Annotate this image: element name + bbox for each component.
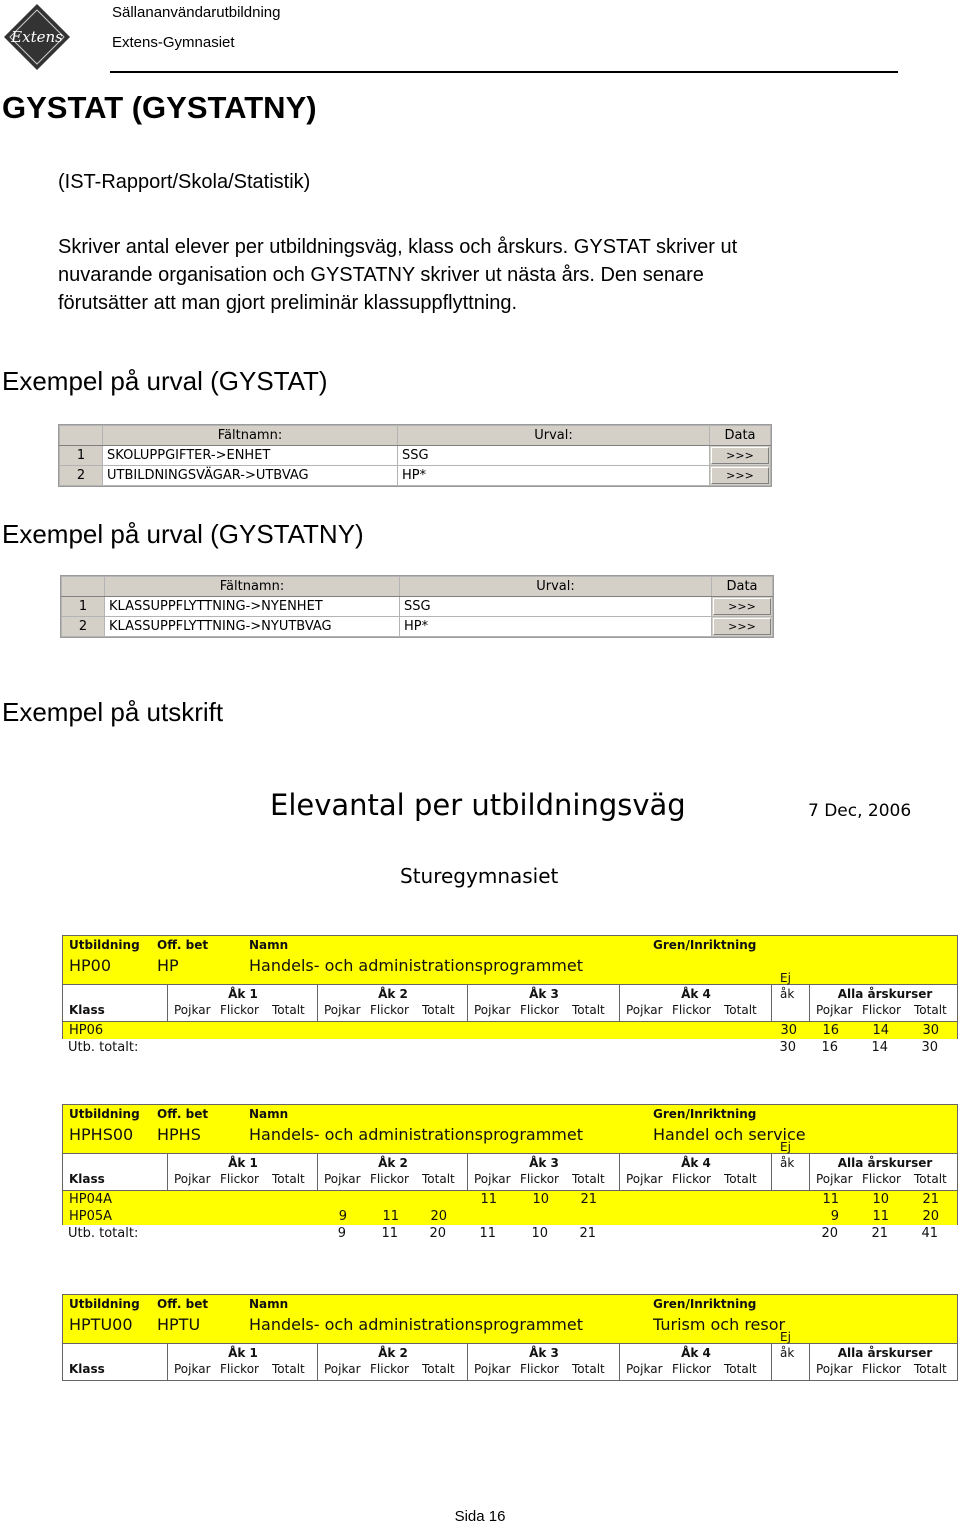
row-number: 2 [60,466,103,486]
column-header [62,1330,958,1381]
report-date: 7 Dec, 2006 [808,801,912,821]
program-band [62,1294,958,1344]
year-group-name: Åk 2 [378,1156,408,1170]
year-group-ej [771,1140,810,1190]
label-totalt: Totalt [422,1172,455,1186]
label-totalt: Totalt [724,1172,757,1186]
count-cell: 30 [922,1023,939,1038]
grid-row [60,466,771,486]
data-button[interactable]: >>> [713,598,771,615]
year-group-name: Åk 1 [228,1156,258,1170]
year-group-name: Åk 1 [228,987,258,1001]
count-cell: 30 [921,1040,938,1055]
grid-row [60,446,771,466]
year-group-ak4 [619,1344,772,1380]
label-flickor: Flickor [520,1172,559,1186]
selection-cell[interactable]: HP* [398,466,710,486]
field-name-cell[interactable]: SKOLUPPGIFTER->ENHET [103,446,398,466]
report-block [62,1104,958,1242]
selection-cell[interactable]: HP* [400,617,712,637]
class-name: HP04A [69,1192,113,1207]
row-number: 2 [62,617,105,637]
year-group-name: Alla årskurser [837,987,933,1001]
label-pojkar: Pojkar [626,1362,663,1376]
year-group-ej [771,971,810,1021]
selection-cell[interactable]: SSG [400,597,712,617]
label-pojkar: Pojkar [174,1172,211,1186]
label-pojkar: Pojkar [626,1003,663,1017]
label-pojkar: Pojkar [816,1362,853,1376]
count-cell: 11 [381,1226,398,1241]
label-totalt: Totalt [914,1003,947,1017]
year-group-name: Alla årskurser [837,1156,933,1170]
label-totalt: Totalt [914,1172,947,1186]
year-group-name: Åk 4 [681,1346,711,1360]
label-totalt: Totalt [272,1003,305,1017]
count-cell: 30 [779,1040,796,1055]
grid-header-field: Fältnamn: [103,426,398,446]
label-ej: Ej [780,971,791,985]
page-number: Sida 16 [454,1508,506,1525]
data-button-cell [712,617,773,637]
label-pojkar: Pojkar [324,1172,361,1186]
year-group-ak4 [619,1154,772,1190]
label-pojkar: Pojkar [816,1172,853,1186]
label-offbet: Off. bet [157,1297,209,1311]
label-totalt: Totalt [272,1362,305,1376]
program-total-row [62,1039,958,1056]
label-pojkar: Pojkar [474,1003,511,1017]
label-totalt: Totalt [422,1362,455,1376]
program-offbet: HPHS [157,1125,201,1144]
label-klass: Klass [69,1003,105,1017]
year-group-alla [809,1344,960,1380]
label-pojkar: Pojkar [174,1003,211,1017]
count-cell: 10 [532,1192,549,1207]
label-flickor: Flickor [520,1003,559,1017]
program-offbet: HP [157,956,179,975]
label-flickor: Flickor [862,1172,901,1186]
extens-logo [2,2,72,72]
count-cell: 20 [430,1209,447,1224]
description-line: förutsätter att man gjort preliminär klassuppflyttning. [58,292,518,314]
program-band [62,935,958,985]
count-cell: 9 [830,1209,839,1224]
program-code: HPTU00 [69,1315,133,1334]
label-pojkar: Pojkar [324,1003,361,1017]
class-row [62,1191,958,1208]
grid-row [62,617,773,637]
count-cell: 21 [579,1226,596,1241]
grid-header-field: Fältnamn: [105,577,400,597]
label-pojkar: Pojkar [474,1172,511,1186]
label-flickor: Flickor [220,1172,259,1186]
count-cell: 20 [429,1226,446,1241]
year-group-name: Åk 4 [681,987,711,1001]
data-button[interactable]: >>> [713,618,771,635]
label-ej: Ej [780,1330,791,1344]
year-group-name: Åk 1 [228,1346,258,1360]
description-line: Skriver antal elever per utbildningsväg, klass och årskurs. GYSTAT skriver ut [58,236,738,258]
year-group-alla [809,985,960,1021]
program-band [62,1104,958,1154]
class-row [62,1208,958,1225]
label-klass: Klass [69,1362,105,1376]
label-totalt: Totalt [422,1003,455,1017]
year-group-alla [809,1154,960,1190]
program-name: Handels- och administrationsprogrammet [249,1125,583,1144]
label-offbet: Off. bet [157,938,209,952]
program-offbet: HPTU [157,1315,201,1334]
label-flickor: Flickor [862,1362,901,1376]
data-button[interactable]: >>> [711,447,769,464]
label-flickor: Flickor [370,1003,409,1017]
section-heading-gystatny: Exempel på urval (GYSTATNY) [2,519,364,549]
label-gren: Gren/Inriktning [653,1297,757,1311]
count-cell: 9 [337,1226,346,1241]
label-totalt: Totalt [914,1362,947,1376]
label-totalt: Totalt [272,1172,305,1186]
label-totalt: Totalt [724,1003,757,1017]
column-header [62,971,958,1022]
class-name: HP05A [69,1209,113,1224]
label-utbildning: Utbildning [69,1297,140,1311]
label-utbildning: Utbildning [69,1107,140,1121]
count-cell: 10 [872,1192,889,1207]
description [58,233,938,317]
data-button-cell [710,446,771,466]
report-block [62,935,958,1056]
selection-grid-gystat [58,424,772,487]
selection-cell[interactable]: SSG [398,446,710,466]
label-pojkar: Pojkar [626,1172,663,1186]
count-cell: 14 [872,1023,889,1038]
label-ak: åk [780,1346,795,1360]
program-total-row [62,1225,958,1242]
count-cell: 16 [822,1023,839,1038]
menu-path: (IST-Rapport/Skola/Statistik) [58,171,311,193]
count-cell: 21 [580,1192,597,1207]
page-title: GYSTAT (GYSTATNY) [2,90,317,125]
label-namn: Namn [249,1107,289,1121]
count-cell: 9 [338,1209,347,1224]
label-pojkar: Pojkar [474,1362,511,1376]
row-number: 1 [60,446,103,466]
program-name: Handels- och administrationsprogrammet [249,956,583,975]
label-namn: Namn [249,938,289,952]
count-cell: 11 [872,1209,889,1224]
grid-corner [60,426,103,446]
report-title: Elevantal per utbildningsväg [270,788,686,822]
label-totalt: Totalt [572,1362,605,1376]
label-utb-totalt: Utb. totalt: [68,1040,139,1055]
class-name: HP06 [69,1023,104,1038]
count-cell: 20 [922,1209,939,1224]
grid-header-selection: Urval: [398,426,710,446]
count-cell: 16 [821,1040,838,1055]
label-offbet: Off. bet [157,1107,209,1121]
label-flickor: Flickor [220,1003,259,1017]
header-school: Extens-Gymnasiet [112,34,235,51]
svg-text:Extens: Extens [11,28,63,46]
label-pojkar: Pojkar [324,1362,361,1376]
year-group-name: Åk 3 [529,987,559,1001]
count-cell: 21 [922,1192,939,1207]
program-code: HP00 [69,956,112,975]
field-name-cell[interactable]: KLASSUPPFLYTTNING->NYENHET [105,597,400,617]
year-group-name: Åk 3 [529,1156,559,1170]
label-ak: åk [780,987,795,1001]
label-totalt: Totalt [572,1172,605,1186]
year-group-ej [771,1330,810,1380]
selection-grid-gystatny [60,575,774,638]
year-group-ak2 [317,1154,468,1190]
year-group-ak2 [317,985,468,1021]
label-utbildning: Utbildning [69,938,140,952]
label-flickor: Flickor [862,1003,901,1017]
program-gren: Handel och service [653,1125,806,1144]
label-flickor: Flickor [370,1172,409,1186]
label-klass: Klass [69,1172,105,1186]
report-school: Sturegymnasiet [400,864,559,888]
data-button[interactable]: >>> [711,467,769,484]
count-cell: 11 [479,1226,496,1241]
count-cell: 14 [871,1040,888,1055]
label-flickor: Flickor [220,1362,259,1376]
year-group-ak3 [467,985,620,1021]
count-cell: 11 [822,1192,839,1207]
count-cell: 30 [780,1023,797,1038]
year-group-ak1 [167,1154,318,1190]
section-heading-gystat: Exempel på urval (GYSTAT) [2,366,328,396]
data-button-cell [710,466,771,486]
grid-corner [62,577,105,597]
year-group-ak3 [467,1344,620,1380]
grid-header-data: Data [712,577,773,597]
count-cell: 11 [480,1192,497,1207]
program-gren: Turism och resor [653,1315,786,1334]
header-course: Sällananvändarutbildning [112,4,281,21]
count-cell: 11 [382,1209,399,1224]
class-row [62,1022,958,1039]
label-totalt: Totalt [572,1003,605,1017]
label-totalt: Totalt [724,1362,757,1376]
count-cell: 10 [531,1226,548,1241]
count-cell: 21 [871,1226,888,1241]
year-group-name: Åk 3 [529,1346,559,1360]
label-flickor: Flickor [672,1003,711,1017]
year-group-ak2 [317,1344,468,1380]
program-code: HPHS00 [69,1125,134,1144]
year-group-ak3 [467,1154,620,1190]
year-group-name: Åk 2 [378,987,408,1001]
year-group-ak1 [167,985,318,1021]
label-namn: Namn [249,1297,289,1311]
grid-row [62,597,773,617]
label-ej: Ej [780,1140,791,1154]
section-heading-print: Exempel på utskrift [2,697,224,727]
label-flickor: Flickor [672,1362,711,1376]
label-gren: Gren/Inriktning [653,938,757,952]
year-group-ak4 [619,985,772,1021]
data-button-cell [712,597,773,617]
label-flickor: Flickor [672,1172,711,1186]
label-flickor: Flickor [520,1362,559,1376]
description-line: nuvarande organisation och GYSTATNY skriver ut nästa års. Den senare [58,264,704,286]
year-group-name: Åk 2 [378,1346,408,1360]
row-number: 1 [62,597,105,617]
label-utb-totalt: Utb. totalt: [68,1226,139,1241]
year-group-name: Åk 4 [681,1156,711,1170]
label-pojkar: Pojkar [174,1362,211,1376]
header-divider [110,71,898,73]
report-block [62,1294,958,1381]
year-group-name: Alla årskurser [837,1346,933,1360]
field-name-cell[interactable]: UTBILDNINGSVÄGAR->UTBVAG [103,466,398,486]
count-cell: 41 [921,1226,938,1241]
label-pojkar: Pojkar [816,1003,853,1017]
label-gren: Gren/Inriktning [653,1107,757,1121]
grid-header-selection: Urval: [400,577,712,597]
field-name-cell[interactable]: KLASSUPPFLYTTNING->NYUTBVAG [105,617,400,637]
label-ak: åk [780,1156,795,1170]
count-cell: 20 [821,1226,838,1241]
grid-header-data: Data [710,426,771,446]
column-header [62,1140,958,1191]
label-flickor: Flickor [370,1362,409,1376]
program-name: Handels- och administrationsprogrammet [249,1315,583,1334]
year-group-ak1 [167,1344,318,1380]
